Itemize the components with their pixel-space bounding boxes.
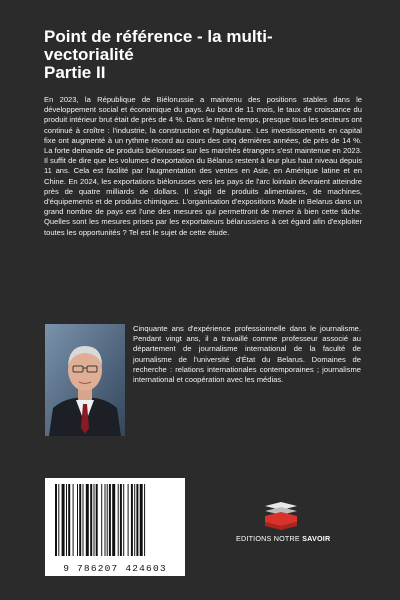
isbn-barcode — [45, 478, 185, 576]
author-portrait — [45, 324, 125, 436]
publisher-name — [236, 534, 331, 543]
publisher-block — [236, 500, 331, 543]
publisher-emphasis: SAVOIR — [302, 534, 331, 543]
barcode-bars — [51, 484, 179, 556]
publisher-prefix: EDITIONS NOTRE — [236, 534, 303, 543]
book-title — [44, 28, 364, 82]
title-line-2: vectorialité — [44, 45, 134, 64]
title-line-1: Point de référence - la multi- — [44, 27, 273, 46]
author-bio: Cinquante ans d'expérience professionnelle dans le journalisme. Pendant vingt ans, il a travaillé comme professeur associé au département de journalisme international de la faculté de journalisme de l'université d'État du Belarus. Domaines de recherche : relations internationales contemporaines ; journalisme international et coopération avec les médias. — [133, 324, 361, 385]
book-stack-icon — [261, 500, 301, 530]
isbn-number: 9 786207 424603 — [63, 563, 167, 574]
title-line-3: Partie II — [44, 63, 106, 82]
book-summary: En 2023, la République de Biélorussie a maintenu des positions stables dans le développement social et économique du pays. Au bout de 11 mois, le taux de croissance du produit intérieur brut était de près de 4 %. Dans le même temps, presque tous les secteurs ont continué à croître : l'industrie, la construction et l'agriculture. Les investissements en capital fixe ont augmenté à un rythme record au cours des cinq dernières années, de près de 14 %. La forte demande de produits biélorusses sur les marchés étrangers s'est maintenue en 2023. Il suffit de dire que les volumes d'exportation du Bélarus restent à leur plus haut niveau depuis 11 ans. Cela est facilité par l'augmentation des ventes en Asie, en Amérique latine et en Chine. En 2024, les exportations biélorusses vers les pays de l'arc lointain devraient atteindre près de quatre milliards de dollars. Il s'agit de produits alimentaires, de machines, d'équipements et de produits chimiques. L'organisation d'expositions Made in Belarus dans un grand nombre de pays est l'une des mesures qui permettront de mener à bien cette tâche. Quelles sont les mesures prises par les exportateurs bélarussiens à cet égard afin d'exploiter toutes les opportunités ? Tel est le sujet de cette étude. — [44, 95, 362, 237]
